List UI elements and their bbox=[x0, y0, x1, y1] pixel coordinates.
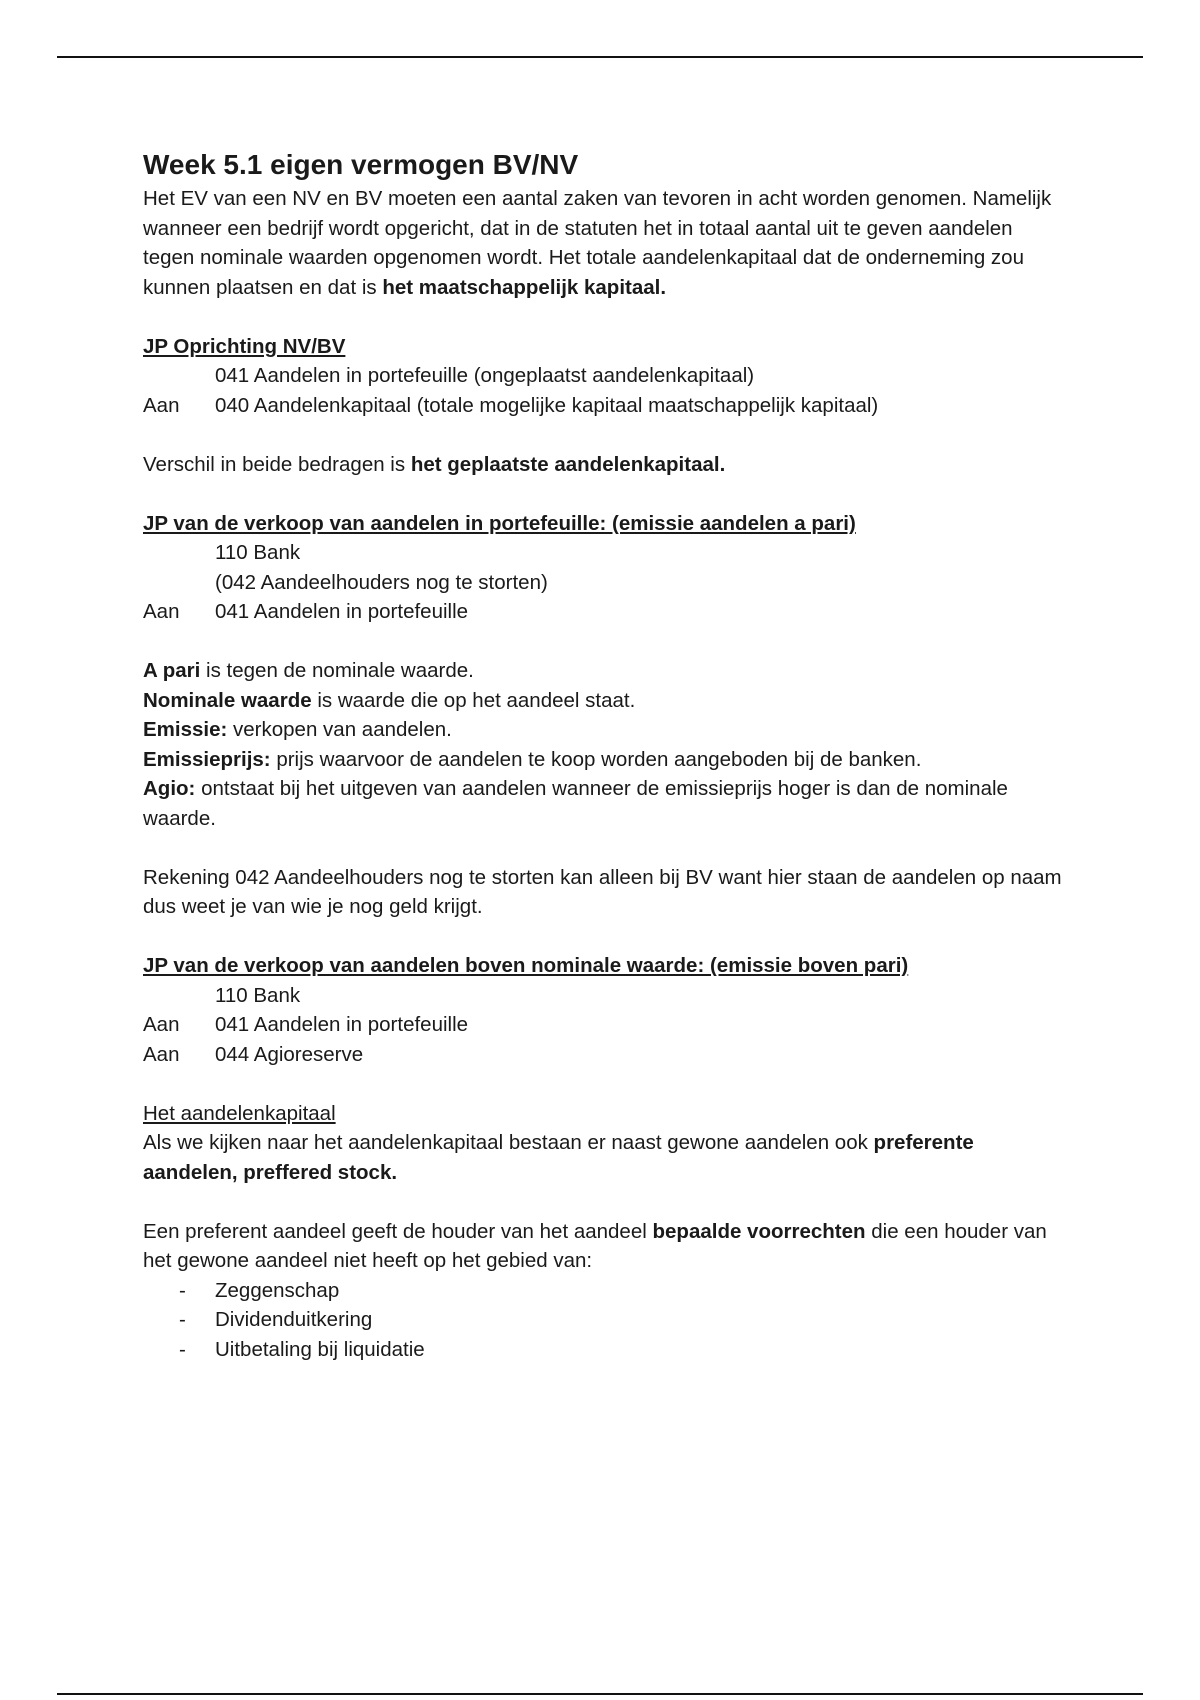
journal-prefix: Aan bbox=[143, 1042, 180, 1066]
definition-term: Agio: bbox=[143, 777, 196, 800]
definition-text: prijs waarvoor de aandelen te koop worden aangeboden bij de banken. bbox=[270, 747, 922, 771]
definition-text: ontstaat bij het uitgeven van aandelen wanneer de emissieprijs hoger is dan de nominale waarde. bbox=[143, 777, 1008, 830]
journal-line bbox=[143, 597, 1063, 627]
list-item-label: Uitbetaling bij liquidatie bbox=[215, 1337, 425, 1361]
journal-account: 110 Bank bbox=[215, 983, 301, 1007]
heading-oprichting: JP Oprichting NV/BV bbox=[143, 334, 346, 358]
list-item bbox=[143, 1335, 1063, 1365]
journal-prefix bbox=[143, 361, 215, 391]
definition bbox=[143, 715, 1063, 745]
journal-prefix: Aan bbox=[143, 393, 180, 417]
preferent-bold: bepaalde voorrechten bbox=[652, 1219, 866, 1243]
journal-line bbox=[143, 391, 1063, 421]
aandelenkapitaal-bold: preferente aandelen, preffered stock. bbox=[143, 1131, 974, 1184]
journal-prefix bbox=[143, 538, 215, 568]
intro-text: Het EV van een NV en BV moeten een aantal zaken van tevoren in acht worden genomen. Namelijk wanneer een bedrijf wordt opgericht, dat in de statuten het in totaal aantal uit te geven aandelen tegen nominale waarden opgenomen wordt. Het totale aandelenkapitaal dat de onderneming zou kunnen plaatsen en dat is bbox=[143, 187, 1052, 299]
definition bbox=[143, 686, 1063, 716]
list-item-label: Dividenduitkering bbox=[215, 1308, 373, 1331]
definition-term: Emissieprijs: bbox=[143, 747, 271, 771]
definition bbox=[143, 745, 1063, 775]
aandelenkapitaal-text: Als we kijken naar het aandelenkapitaal bestaan er naast gewone aandelen ook bbox=[143, 1131, 874, 1154]
preferent-paragraph bbox=[143, 1217, 1063, 1276]
journal-account: 044 Agioreserve bbox=[215, 1042, 364, 1066]
preferent-text-after: die een houder van het gewone aandeel niet heeft op het gebied van: bbox=[143, 1219, 1047, 1272]
intro-bold: het maatschappelijk kapitaal. bbox=[382, 275, 667, 299]
definition-text: verkopen van aandelen. bbox=[227, 718, 452, 741]
dash-bullet: - bbox=[179, 1278, 186, 1302]
page-title: Week 5.1 eigen vermogen BV/NV bbox=[143, 149, 579, 180]
journal-prefix bbox=[143, 568, 215, 598]
verschil-bold: het geplaatste aandelenkapitaal. bbox=[410, 452, 726, 476]
journal-prefix: Aan bbox=[143, 600, 180, 623]
journal-account: 040 Aandelenkapitaal (totale mogelijke kapitaal maatschappelijk kapitaal) bbox=[215, 393, 879, 417]
definition-term: Nominale waarde bbox=[143, 688, 312, 712]
definition-text: is tegen de nominale waarde. bbox=[200, 659, 474, 682]
heading-verkoop-boven: JP van de verkoop van aandelen boven nominale waarde: (emissie boven pari) bbox=[143, 954, 909, 977]
journal-account: 110 Bank bbox=[215, 541, 301, 564]
journal-account: (042 Aandeelhouders nog te storten) bbox=[215, 570, 548, 594]
journal-account: 041 Aandelen in portefeuille bbox=[215, 600, 469, 623]
journal-line bbox=[143, 568, 1063, 598]
definition-term: A pari bbox=[143, 659, 201, 682]
verschil-text: Verschil in beide bedragen is bbox=[143, 452, 411, 476]
voorrechten-list bbox=[143, 1276, 1063, 1365]
journal-line bbox=[143, 538, 1063, 568]
definition-text: is waarde die op het aandeel staat. bbox=[311, 688, 636, 712]
definition-term: Emissie: bbox=[143, 718, 228, 741]
heading-verkoop-pari: JP van de verkoop van aandelen in portefeuille: (emissie aandelen a pari) bbox=[143, 511, 856, 535]
preferent-text-before: Een preferent aandeel geeft de houder van het aandeel bbox=[143, 1219, 653, 1243]
journal-line bbox=[143, 981, 1063, 1011]
list-item bbox=[143, 1305, 1063, 1335]
header-rule bbox=[57, 56, 1143, 58]
document-body bbox=[143, 148, 1063, 1364]
list-item-label: Zeggenschap bbox=[215, 1278, 340, 1302]
verschil-paragraph bbox=[143, 450, 1063, 480]
intro-paragraph bbox=[143, 184, 1063, 302]
list-item bbox=[143, 1276, 1063, 1306]
dash-bullet: - bbox=[179, 1337, 186, 1361]
journal-prefix: Aan bbox=[143, 1013, 180, 1036]
journal-account: 041 Aandelen in portefeuille (ongeplaatst aandelenkapitaal) bbox=[215, 364, 755, 387]
journal-account: 041 Aandelen in portefeuille bbox=[215, 1013, 469, 1036]
aandelenkapitaal-paragraph bbox=[143, 1128, 1063, 1187]
journal-line bbox=[143, 1040, 1063, 1070]
heading-aandelenkapitaal: Het aandelenkapitaal bbox=[143, 1101, 336, 1125]
rekening-note: Rekening 042 Aandeelhouders nog te storten kan alleen bij BV want hier staan de aandelen op naam dus weet je van wie je nog geld krijgt. bbox=[143, 865, 1062, 918]
journal-line bbox=[143, 361, 1063, 391]
journal-line bbox=[143, 1010, 1063, 1040]
definition bbox=[143, 774, 1063, 833]
journal-prefix bbox=[143, 981, 215, 1011]
dash-bullet: - bbox=[179, 1308, 186, 1331]
footer-rule bbox=[57, 1693, 1143, 1695]
definition bbox=[143, 656, 1063, 686]
